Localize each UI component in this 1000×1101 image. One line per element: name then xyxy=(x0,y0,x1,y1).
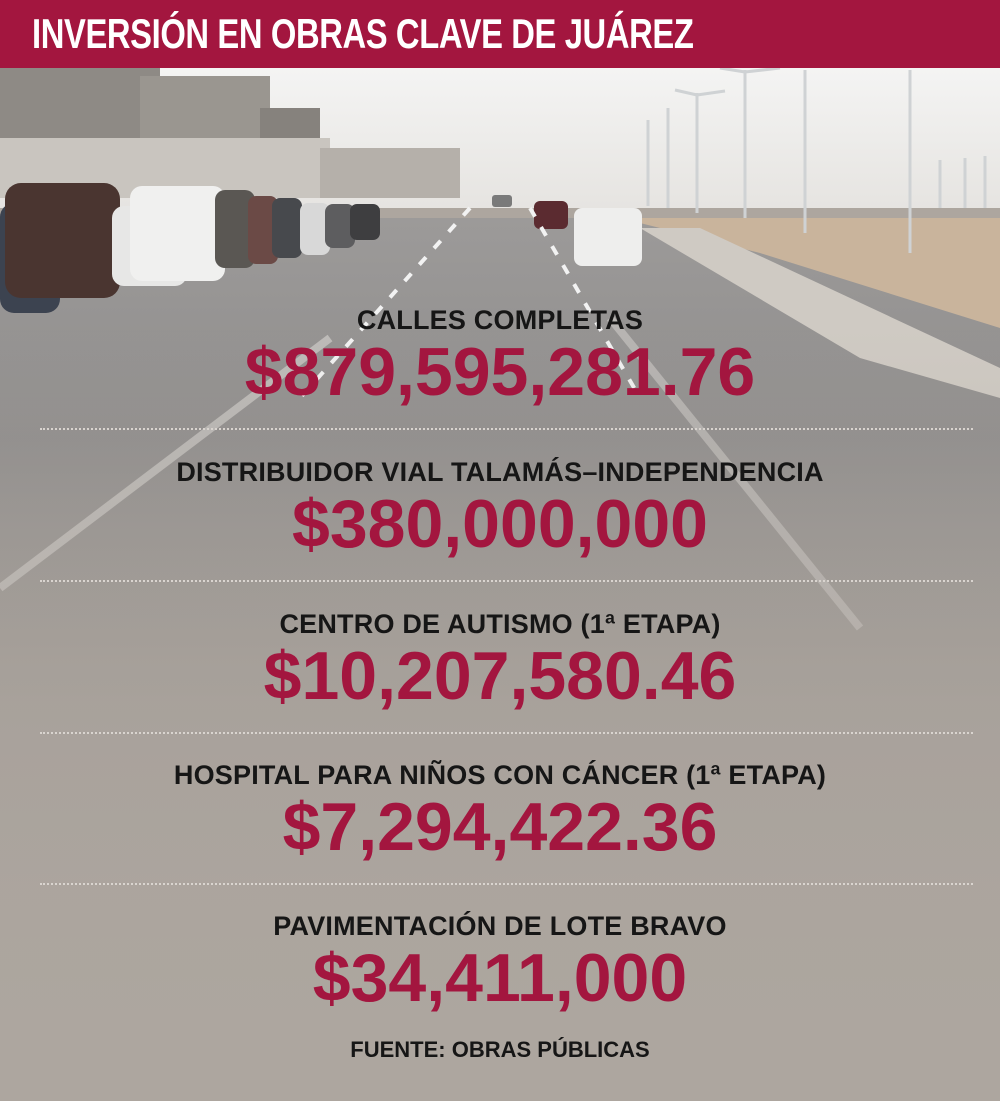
item-value: $34,411,000 xyxy=(312,940,688,1016)
item-value: $380,000,000 xyxy=(292,486,708,562)
divider xyxy=(40,580,973,582)
investment-item xyxy=(0,609,1000,712)
divider xyxy=(40,428,973,430)
item-label: PAVIMENTACIÓN DE LOTE BRAVO xyxy=(273,911,727,941)
divider xyxy=(40,732,973,734)
item-label: CENTRO DE AUTISMO (1ª ETAPA) xyxy=(279,609,721,639)
item-value: $879,595,281.76 xyxy=(244,334,756,410)
page-title: INVERSIÓN EN OBRAS CLAVE DE JUÁREZ xyxy=(32,10,694,57)
investment-item xyxy=(0,457,1000,560)
investment-item xyxy=(0,911,1000,1014)
item-label: CALLES COMPLETAS xyxy=(356,305,644,335)
investment-item xyxy=(0,305,1000,408)
investment-item xyxy=(0,760,1000,863)
item-value: $10,207,580.46 xyxy=(263,638,737,714)
item-label: DISTRIBUIDOR VIAL TALAMÁS–INDEPENDENCIA xyxy=(176,457,824,487)
source-credit: FUENTE: OBRAS PÚBLICAS xyxy=(350,1037,650,1062)
divider xyxy=(40,883,973,885)
item-label: HOSPITAL PARA NIÑOS CON CÁNCER (1ª ETAPA) xyxy=(173,760,827,790)
item-value: $7,294,422.36 xyxy=(282,789,718,865)
